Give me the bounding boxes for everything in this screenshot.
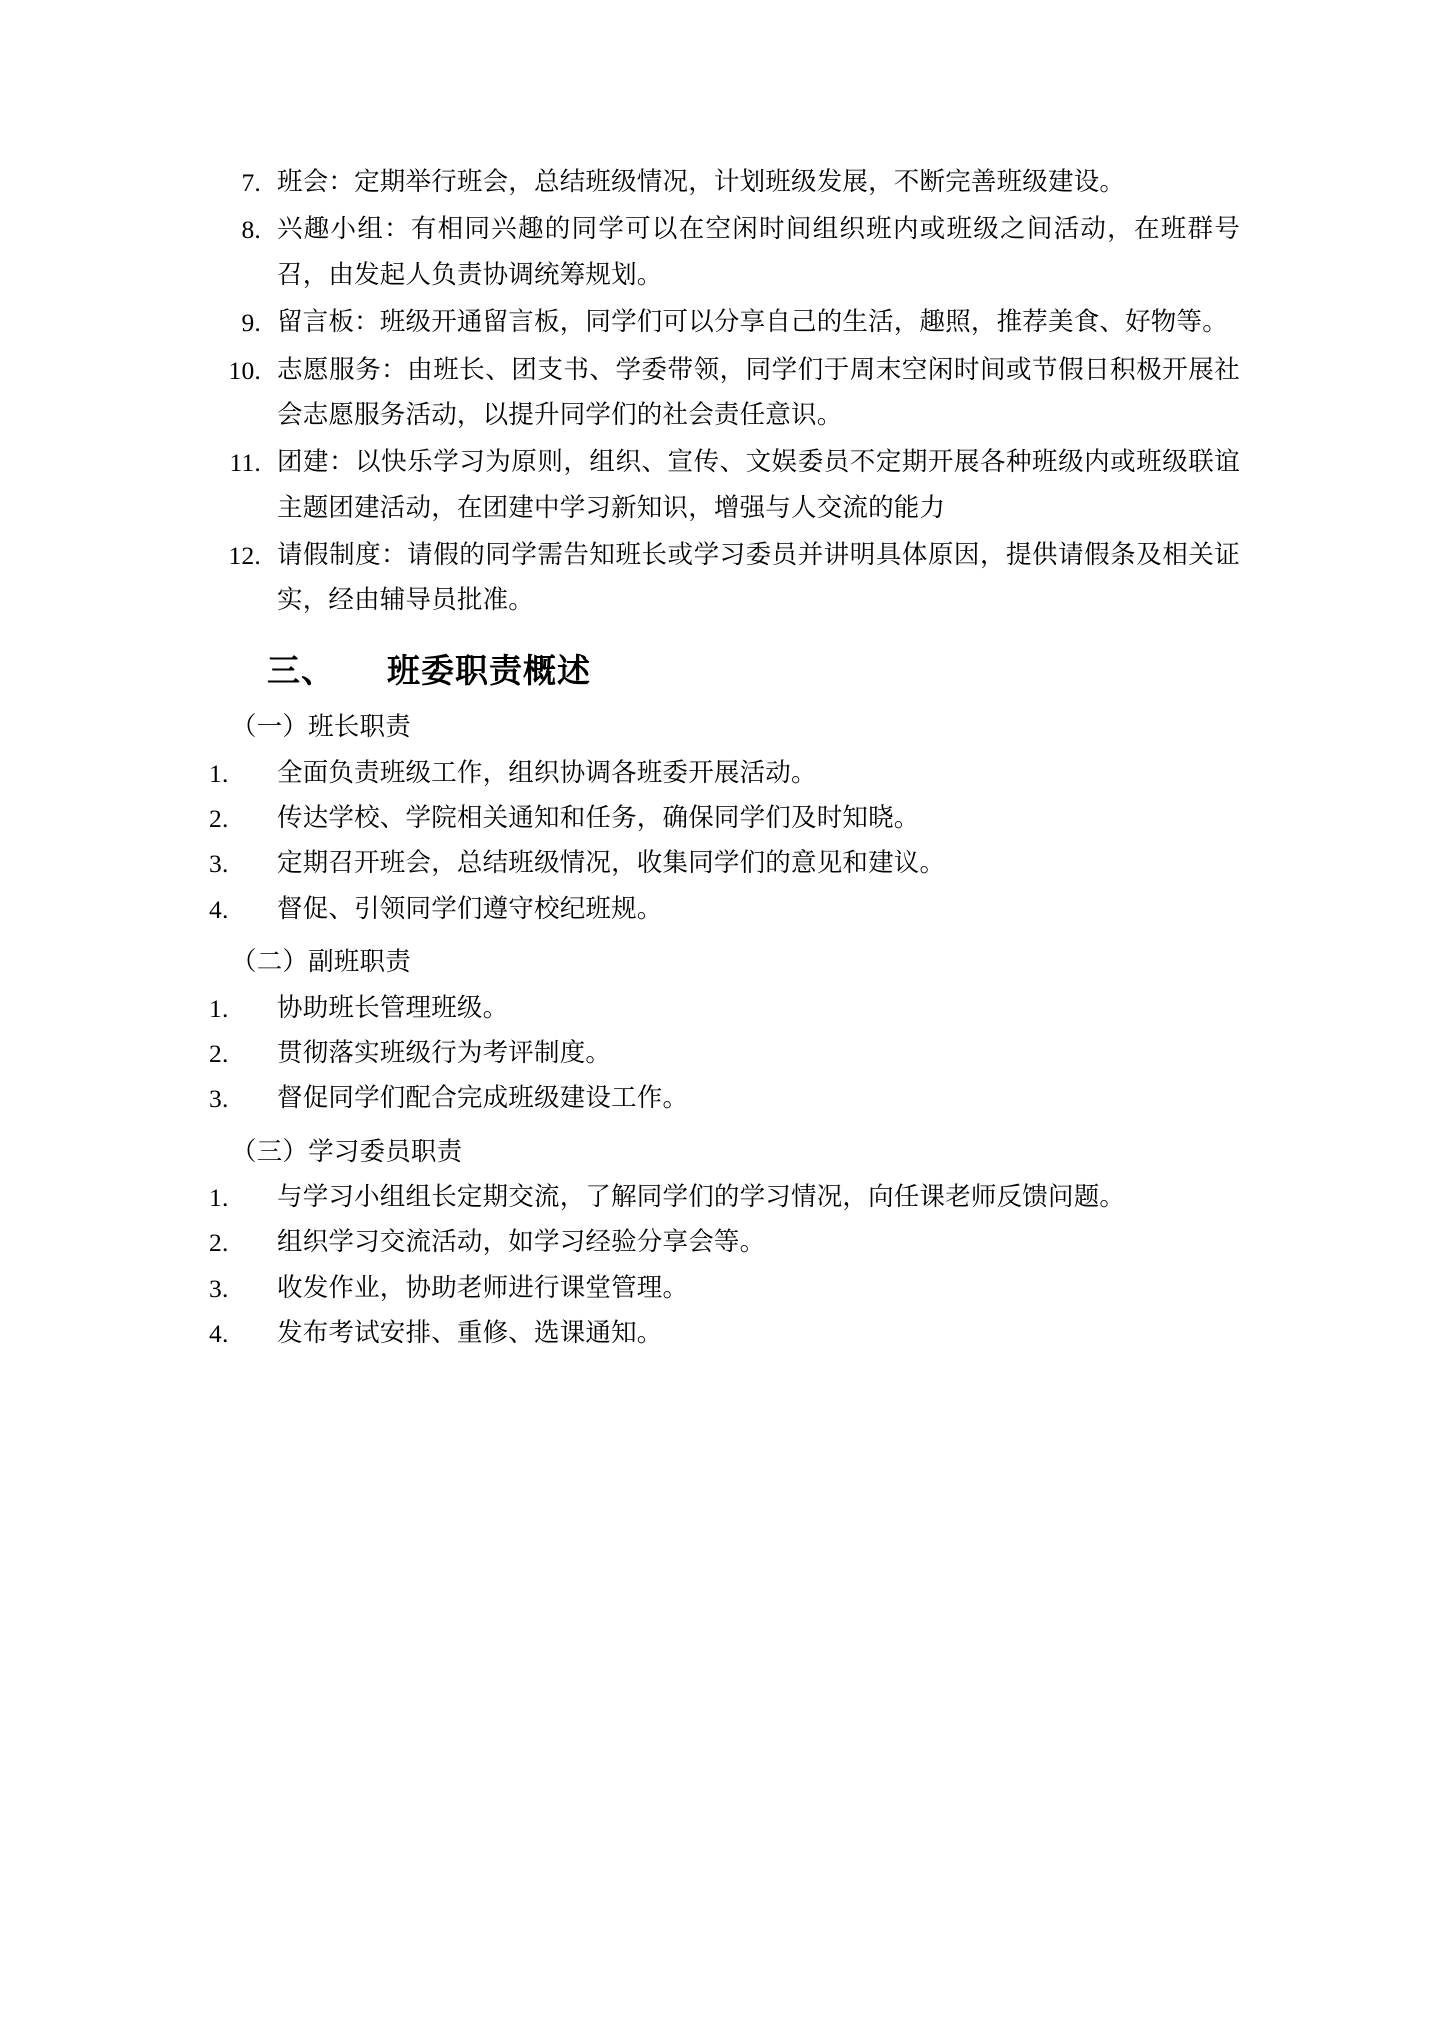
list-item-number: 1.: [209, 993, 229, 1023]
list-item: [205, 887, 1240, 932]
list-item-number: 4.: [209, 894, 229, 924]
list-item-number: 1.: [209, 1183, 229, 1212]
list-item: [205, 1311, 1240, 1356]
list-item-number: 3.: [209, 849, 229, 879]
page-content: [205, 160, 1240, 1357]
list-item-text: 发布考试安排、重修、选课通知。: [277, 1318, 663, 1349]
list-item-text: 督促、引领同学们遵守校纪班规。: [277, 893, 663, 924]
list-item-number: 12.: [228, 541, 261, 570]
list-item-text: 督促同学们配合完成班级建设工作。: [277, 1083, 689, 1114]
list-item-text: 兴趣小组：有相同兴趣的同学可以在空闲时间组织班内或班级之间活动，在班群号召，由发起人负责协调统筹规划。: [277, 214, 1240, 290]
list-item: [205, 207, 1240, 298]
list-item-text: 协助班长管理班级。: [277, 992, 509, 1023]
section-heading: [205, 646, 1240, 696]
section-number: 三、: [267, 650, 335, 690]
list-item: [205, 300, 1240, 345]
list-item-number: 3.: [209, 1273, 229, 1303]
subsection-3-list: [205, 1175, 1240, 1357]
list-item-text: 班会：定期举行班会，总结班级情况，计划班级发展，不断完善班级建设。: [277, 167, 1126, 197]
list-item-text: 留言板：班级开通留言板，同学们可以分享自己的生活，趣照，推荐美食、好物等。: [277, 307, 1228, 338]
subsection-heading-2: （二）副班职责: [231, 947, 411, 978]
list-item: [205, 160, 1240, 205]
list-item: [205, 1076, 1240, 1121]
section-title: 班委职责概述: [387, 650, 591, 690]
list-item: [205, 348, 1240, 439]
list-item: [205, 1175, 1240, 1220]
subsection-2-list: [205, 986, 1240, 1122]
list-item: [205, 440, 1240, 531]
list-item-number: 7.: [241, 168, 261, 197]
list-item: [205, 986, 1240, 1031]
list-item-number: 9.: [241, 308, 261, 338]
subsection-heading-3: （三）学习委员职责: [231, 1136, 463, 1167]
list-item-number: 2.: [209, 1038, 229, 1068]
list-item: [205, 533, 1240, 624]
continued-numbered-list: [205, 160, 1240, 624]
list-item-number: 3.: [209, 1084, 229, 1114]
list-item-number: 2.: [209, 1228, 229, 1258]
list-item-text: 请假制度：请假的同学需告知班长或学习委员并讲明具体原因，提供请假条及相关证实，经由辅导员批准。: [277, 540, 1240, 616]
list-item-text: 贯彻落实班级行为考评制度。: [277, 1037, 612, 1068]
list-item: [205, 751, 1240, 796]
list-item-text: 志愿服务：由班长、团支书、学委带领，同学们于周末空闲时间或节假日积极开展社会志愿服务活动，以提升同学们的社会责任意识。: [277, 354, 1240, 430]
list-item: [205, 1266, 1240, 1311]
list-item: [205, 841, 1240, 886]
list-item: [205, 1031, 1240, 1076]
list-item-text: 与学习小组组长定期交流，了解同学们的学习情况，向任课老师反馈问题。: [277, 1182, 1126, 1212]
subsection-1-list: [205, 751, 1240, 933]
list-item-text: 传达学校、学院相关通知和任务，确保同学们及时知晓。: [277, 803, 920, 833]
list-item-number: 4.: [209, 1319, 229, 1349]
list-item-text: 收发作业，协助老师进行课堂管理。: [277, 1272, 689, 1303]
list-item-number: 11.: [229, 448, 261, 478]
list-item-text: 全面负责班级工作，组织协调各班委开展活动。: [277, 757, 817, 788]
list-item-number: 2.: [209, 804, 229, 833]
list-item-number: 10.: [228, 355, 261, 385]
list-item-text: 团建：以快乐学习为原则，组织、宣传、文娱委员不定期开展各种班级内或班级联谊主题团建活动，在团建中学习新知识，增强与人交流的能力: [277, 447, 1240, 523]
list-item: [205, 1220, 1240, 1265]
list-item-number: 8.: [241, 215, 261, 245]
list-item-text: 定期召开班会，总结班级情况，收集同学们的意见和建议。: [277, 848, 946, 879]
list-item-text: 组织学习交流活动，如学习经验分享会等。: [277, 1227, 766, 1258]
list-item: [205, 796, 1240, 841]
list-item-number: 1.: [209, 758, 229, 788]
subsection-heading-1: （一）班长职责: [231, 712, 411, 743]
